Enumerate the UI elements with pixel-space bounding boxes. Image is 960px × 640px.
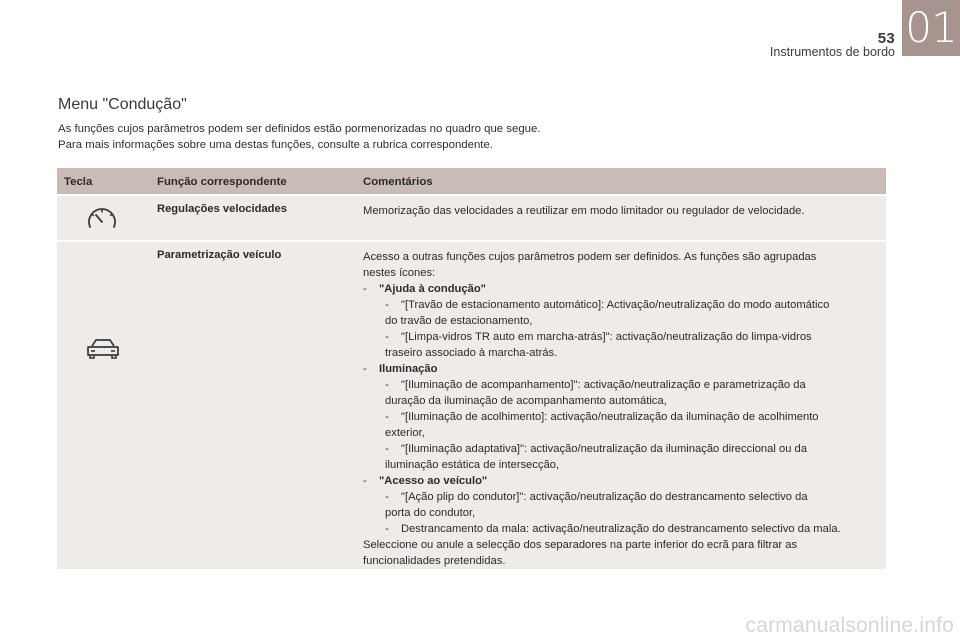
comment-subitem (363, 409, 880, 425)
list-dash: - (385, 411, 389, 423)
header-function: Função correspondente (157, 176, 287, 188)
key-cell (57, 196, 148, 240)
comment-item (363, 361, 880, 377)
table-header-row (57, 168, 886, 194)
comment-text: iluminação estática de intersecção, (385, 459, 560, 471)
comment-text: "[Iluminação de acompanhamento]": activação/neutralização e parametrização da (401, 379, 806, 391)
comment-text: do travão de estacionamento, (385, 315, 533, 327)
function-cell: Regulações velocidades (150, 196, 354, 240)
key-cell (57, 242, 148, 569)
comment-text: "[Iluminação de acolhimento]: activação/neutralização da iluminação de acolhimento (401, 411, 819, 423)
comment-line: nestes ícones: (363, 267, 436, 279)
category-label: "Ajuda à condução" (379, 283, 486, 295)
list-dash: - (385, 379, 389, 391)
comment-text: traseiro associado à marcha-atrás. (385, 347, 558, 359)
comment-continuation (363, 345, 880, 361)
comment-continuation (363, 393, 880, 409)
list-dash: - (363, 363, 367, 375)
intro-line: Para mais informações sobre uma destas funções, consulte a rubrica correspondente. (58, 139, 493, 151)
watermark: carmanualsonline.info (745, 614, 954, 637)
comment-continuation (363, 425, 880, 441)
list-dash: - (385, 491, 389, 503)
intro-text (58, 121, 541, 153)
list-dash: - (363, 475, 367, 487)
comment-subitem (363, 377, 880, 393)
comment-item (363, 473, 880, 489)
comment-line: funcionalidades pretendidas. (363, 555, 506, 567)
comment-text: "[Iluminação adaptativa]": activação/neutralização da iluminação direccional ou da (401, 443, 807, 455)
comment-text: porta do condutor, (385, 507, 476, 519)
comment-item (363, 281, 880, 297)
comment-line: Seleccione ou anule a selecção dos separadores na parte inferior do ecrã para filtrar as (363, 539, 798, 551)
list-dash: - (385, 443, 389, 455)
comment-subitem (363, 521, 880, 537)
comment-cell (356, 242, 886, 569)
header-comments: Comentários (363, 176, 433, 188)
comment-continuation (363, 457, 880, 473)
intro-line: As funções cujos parâmetros podem ser definidos estão pormenorizadas no quadro que segue. (58, 123, 541, 135)
comment-subitem (363, 329, 880, 345)
comment-text: exterior, (385, 427, 425, 439)
comment-text: Destrancamento da mala: activação/neutralização do destrancamento selectivo da mala. (401, 523, 841, 535)
speedometer-icon (85, 205, 119, 231)
comment-continuation (363, 313, 880, 329)
comment-text: "[Ação plip do condutor]": activação/neutralização do destrancamento selectivo da (401, 491, 808, 503)
comment-line: Acesso a outras funções cujos parâmetros podem ser definidos. As funções são agrupadas (363, 251, 817, 263)
comment-continuation (363, 505, 880, 521)
category-label: Iluminação (379, 363, 438, 375)
comment-subitem (363, 489, 880, 505)
car-icon (85, 337, 121, 361)
chapter-tab: 01 (902, 0, 960, 56)
comment-subitem (363, 297, 880, 313)
list-dash: - (385, 299, 389, 311)
functions-table (57, 168, 886, 569)
table-row (57, 196, 886, 240)
list-dash: - (363, 283, 367, 295)
comment-text: duração da iluminação de acompanhamento automática, (385, 395, 667, 407)
table-row (57, 242, 886, 569)
function-cell: Parametrização veículo (150, 242, 354, 569)
section-title: Instrumentos de bordo (769, 45, 895, 59)
list-dash: - (385, 331, 389, 343)
list-dash: - (385, 523, 389, 535)
page-number: 53 (877, 30, 895, 47)
comment-text: "[Limpa-vidros TR auto em marcha-atrás]": activação/neutralização do limpa-vidros (401, 331, 812, 343)
comment-text: "[Travão de estacionamento automático]: Activação/neutralização do modo automático (401, 299, 830, 311)
category-label: "Acesso ao veículo" (379, 475, 488, 487)
comment-subitem (363, 441, 880, 457)
comment-cell: Memorização das velocidades a reutilizar em modo limitador ou regulador de velocidade. (356, 196, 886, 240)
header-key: Tecla (64, 176, 93, 188)
menu-title: Menu "Condução" (58, 96, 187, 113)
